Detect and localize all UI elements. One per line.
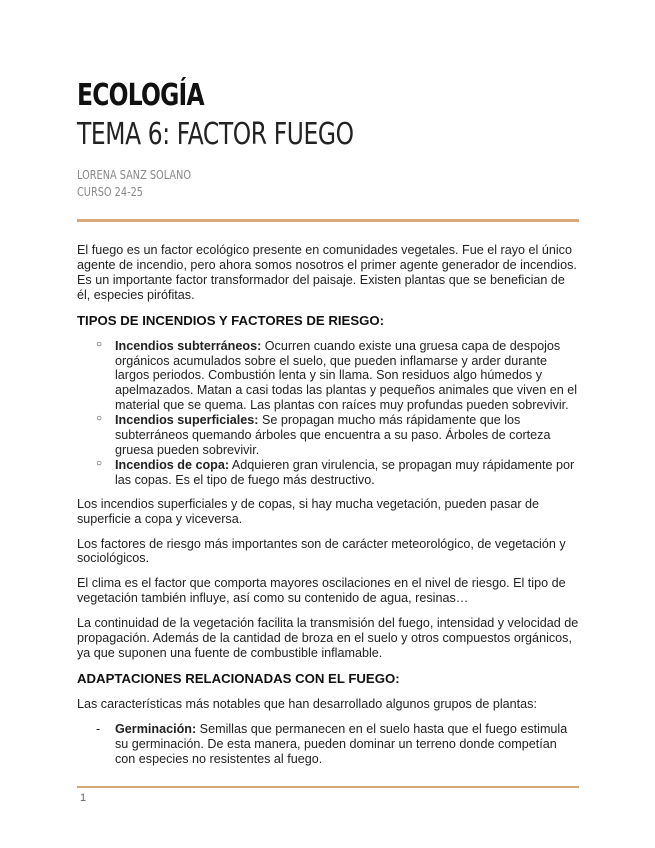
fire-types-list xyxy=(77,339,579,488)
list-item xyxy=(77,339,579,414)
header-divider xyxy=(77,219,579,222)
list-item-term: Incendios subterráneos: xyxy=(115,338,262,353)
document-title: ECOLOGÍA xyxy=(77,78,204,113)
section-heading-adaptations: ADAPTACIONES RELACIONADAS CON EL FUEGO: xyxy=(77,670,400,686)
paragraph-risk-factors: Los factores de riesgo más importantes son de carácter meteorológico, de vegetación y sociológicos. xyxy=(77,536,566,566)
list-item-text: Ocurren cuando existe una gruesa capa de despojos orgánicos acumulados sobre el suelo, que pueden inflamarse y arder durante largos periodos. Combustión lenta y sin llama. Son residuos algo húmedos y apelmazados. Matan a casi todas las plantas y pequeños animales que viven en el material que se quema. Las plantas con raíces muy profundas pueden sobrevivir. xyxy=(115,338,578,413)
list-item xyxy=(77,413,579,458)
paragraph-adaptations-intro: Las características más notables que han desarrollado algunos grupos de plantas: xyxy=(77,696,537,711)
adaptations-list xyxy=(77,722,579,767)
paragraph-spread: Los incendios superficiales y de copas, si hay mucha vegetación, pueden pasar de superficie a copa y viceversa. xyxy=(77,496,540,526)
paragraph-climate: El clima es el factor que comporta mayores oscilaciones en el nivel de riesgo. El tipo de vegetación también influye, así como su contenido de agua, resinas… xyxy=(77,576,566,606)
list-item-term: Incendios de copa: xyxy=(115,457,230,472)
course-label: CURSO 24-25 xyxy=(77,184,144,199)
list-item-term: Germinación: xyxy=(115,721,197,736)
document-body xyxy=(77,243,579,766)
author-name: LORENA SANZ SOLANO xyxy=(77,167,192,182)
page-number: 1 xyxy=(80,792,87,804)
section-heading-fire-types: TIPOS DE INCENDIOS Y FACTORES DE RIESGO: xyxy=(77,312,385,328)
list-item xyxy=(77,458,579,488)
footer-divider xyxy=(77,786,579,788)
document-subtitle: TEMA 6: FACTOR FUEGO xyxy=(77,117,354,152)
list-item-text: Semillas que permanecen en el suelo hasta que el fuego estimula su germinación. De esta manera, pueden dominar un terreno donde competían con especies no resistentes al fuego. xyxy=(115,721,568,766)
list-item-text: Se propagan mucho más rápidamente que los subterráneos quemando árboles que encuentra a su paso. Árboles de corteza gruesa pueden sobrevivir. xyxy=(115,413,551,457)
intro-paragraph: El fuego es un factor ecológico presente en comunidades vegetales. Fue el rayo el único agente de incendio, pero ahora somos nosotros el primer agente generador de incendios. Es un importante factor transformador del paisaje. Existen plantas que se benefician de él, especies pirófitas. xyxy=(77,243,577,302)
paragraph-continuity: La continuidad de la vegetación facilita la transmisión del fuego, intensidad y velocidad de propagación. Además de la cantidad de broza en el suelo y otros compuestos orgánicos, ya que suponen una fuente de combustible inflamable. xyxy=(77,616,579,660)
list-item-text: Adquieren gran virulencia, se propagan muy rápidamente por las copas. Es el tipo de fuego más destructivo. xyxy=(115,457,575,487)
list-item xyxy=(77,722,579,767)
list-item-term: Incendios superficiales: xyxy=(115,413,259,428)
